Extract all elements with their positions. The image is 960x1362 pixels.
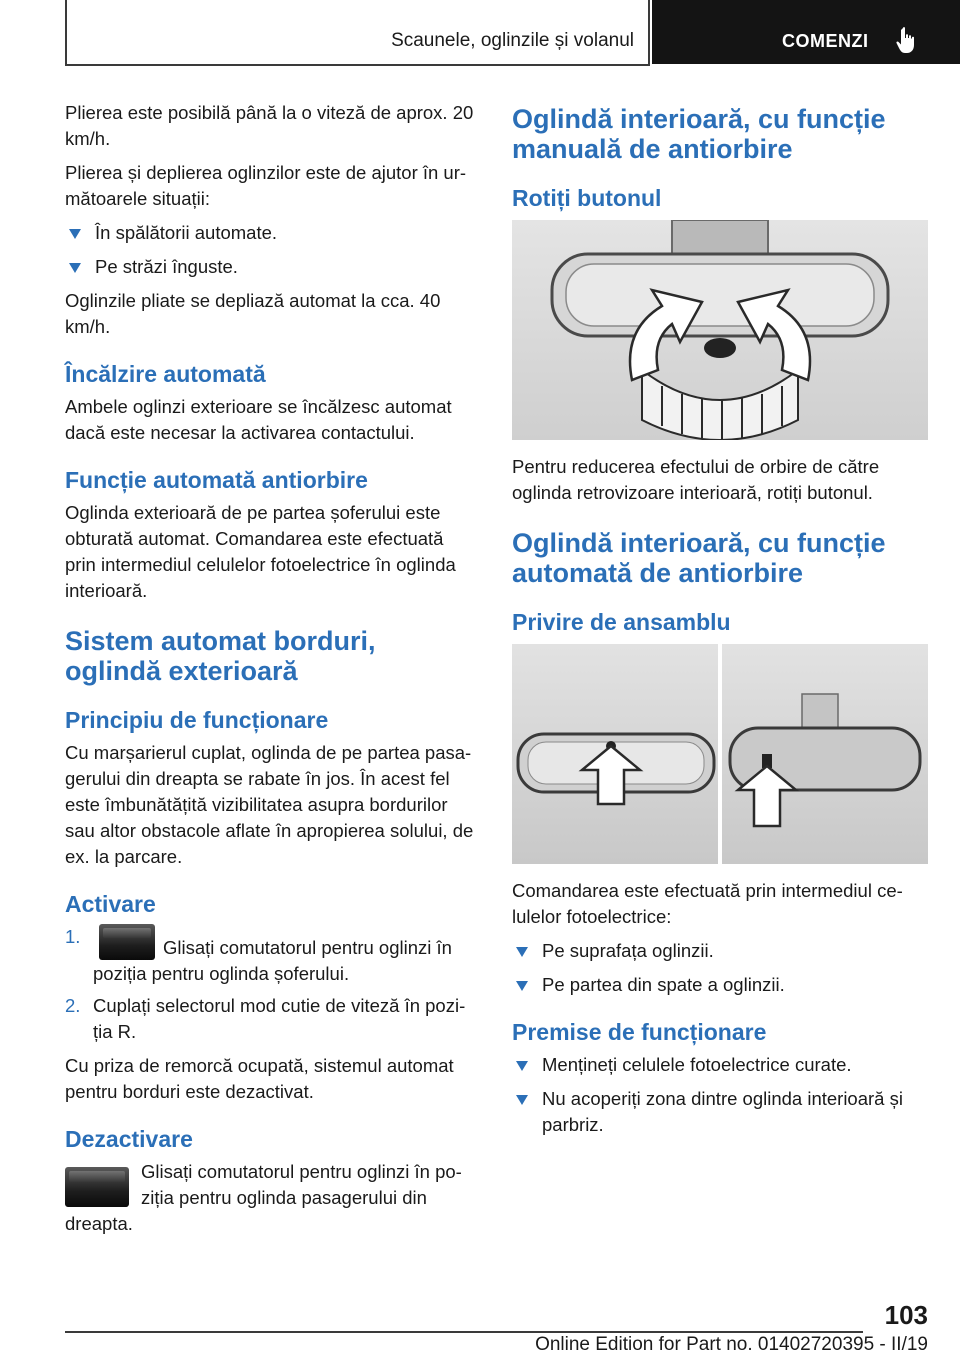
list-item: Pe partea din spate a oglinzii. [512, 972, 928, 998]
list-item: Pe suprafața oglinzii. [512, 938, 928, 964]
triangle-bullet-icon [516, 1061, 528, 1071]
footer-divider [65, 1331, 863, 1333]
heading-operating-principle: Principiu de funcționare [65, 707, 329, 733]
mirror-front-photo [512, 644, 718, 864]
list-item: Mențineți celulele fotoelectrice curate. [512, 1052, 928, 1078]
activation-steps [65, 924, 477, 1045]
figure-photocell-locations [512, 644, 928, 864]
bullet-list-prerequisites [512, 1052, 928, 1138]
pointing-hand-icon [894, 26, 918, 54]
heading-curb-system: Sistem automat borduri, oglindă exterioară [65, 626, 376, 686]
left-column [65, 100, 477, 1245]
footer-edition: Online Edition for Part no. 01402720395 - II/19 [535, 1334, 928, 1355]
triangle-bullet-icon [69, 229, 81, 239]
heading-automatic-heating: Încălzire automată [65, 361, 266, 387]
step-text: Glisați comutatorul pentru oglinzi în poziția pentru oglinda șoferului. [93, 937, 452, 984]
mirror-back-photo [722, 644, 928, 864]
paragraph-fold-speed: Plierea este posibilă până la o viteză de aprox. 20 km/h. [65, 102, 474, 149]
heading-deactivation: Dezactivare [65, 1126, 193, 1152]
paragraph-operating-principle: Cu marșarierul cuplat, oglinda de pe partea pasagerului din dreapta se rabate în jos. În acest fel este îmbunătățită vizibilitatea asupra bordurilor sau altor obstacole aflate în apropierea solului, de ex. la parcare. [65, 742, 474, 867]
mirror-switch-icon [65, 1167, 129, 1207]
bullet-list-photocell-positions [512, 938, 928, 998]
chapter-tab[interactable] [652, 0, 960, 64]
paragraph-unfold-speed: Oglinzile pliate se depliază automat la cca. 40 km/h. [65, 290, 441, 337]
heading-overview: Privire de ansamblu [512, 609, 731, 635]
mirror-switch-icon [99, 924, 155, 960]
chapter-tab-label: COMENZI [782, 31, 869, 51]
page-number: 103 [884, 1300, 928, 1330]
triangle-bullet-icon [516, 981, 528, 991]
figure-manual-mirror-knob [512, 220, 928, 440]
rearview-mirror-illustration [512, 220, 928, 440]
heading-automatic-antidazzle: Funcție automată antiorbire [65, 467, 368, 493]
paragraph-automatic-heating: Ambele oglinzi exterioare se încălzesc automat dacă este necesar la activarea contactului. [65, 396, 452, 443]
heading-automatic-antidazzle-mirror: Oglindă interioară, cu funcție automată de antiorbire [512, 528, 886, 588]
heading-operating-prerequisites: Premise de funcționare [512, 1019, 767, 1045]
heading-manual-antidazzle-mirror: Oglindă interioară, cu funcție manuală de antiorbire [512, 104, 886, 164]
step-number: 1. [65, 926, 81, 947]
list-item [65, 993, 477, 1045]
paragraph-turn-knob: Pentru reducerea efectului de orbire de către oglinda retrovizoare interioară, rotiți butonul. [512, 456, 880, 503]
paragraph-fold-usage: Plierea și deplierea oglinzilor este de ajutor în următoarele situații: [65, 162, 467, 209]
triangle-bullet-icon [516, 947, 528, 957]
list-item: Nu acoperiți zona dintre oglinda interioară și parbriz. [512, 1086, 928, 1138]
paragraph-trailer-socket: Cu priza de remorcă ocupată, sistemul automat pentru borduri este dezactivat. [65, 1055, 454, 1102]
deactivation-block [65, 1159, 477, 1237]
triangle-bullet-icon [69, 263, 81, 273]
list-item: Pe străzi înguste. [65, 254, 477, 280]
step-text: Cuplați selectorul mod cutie de viteză în poziția R. [93, 995, 466, 1042]
step-number: 2. [65, 995, 81, 1016]
paragraph-photocells: Comandarea este efectuată prin intermediul celulelor fotoelectrice: [512, 880, 903, 927]
bullet-list-fold-situations [65, 220, 477, 280]
list-item: În spălătorii automate. [65, 220, 477, 246]
heading-activation: Activare [65, 891, 156, 917]
heading-turn-knob: Rotiți butonul [512, 185, 662, 211]
header-section-box [65, 0, 650, 66]
section-title: Scaunele, oglinzile și volanul [391, 30, 634, 51]
paragraph-automatic-antidazzle: Oglinda exterioară de pe partea șoferului este obturată automat. Comandarea este efectuată prin intermediul celulelor fotoelectrice în oglinda interioară. [65, 502, 456, 601]
right-column [512, 100, 928, 1146]
list-item [65, 924, 477, 987]
paragraph-deactivation: Glisați comutatorul pentru oglinzi în poziția pentru oglinda pasagerului din dreapta. [65, 1161, 462, 1234]
triangle-bullet-icon [516, 1095, 528, 1105]
